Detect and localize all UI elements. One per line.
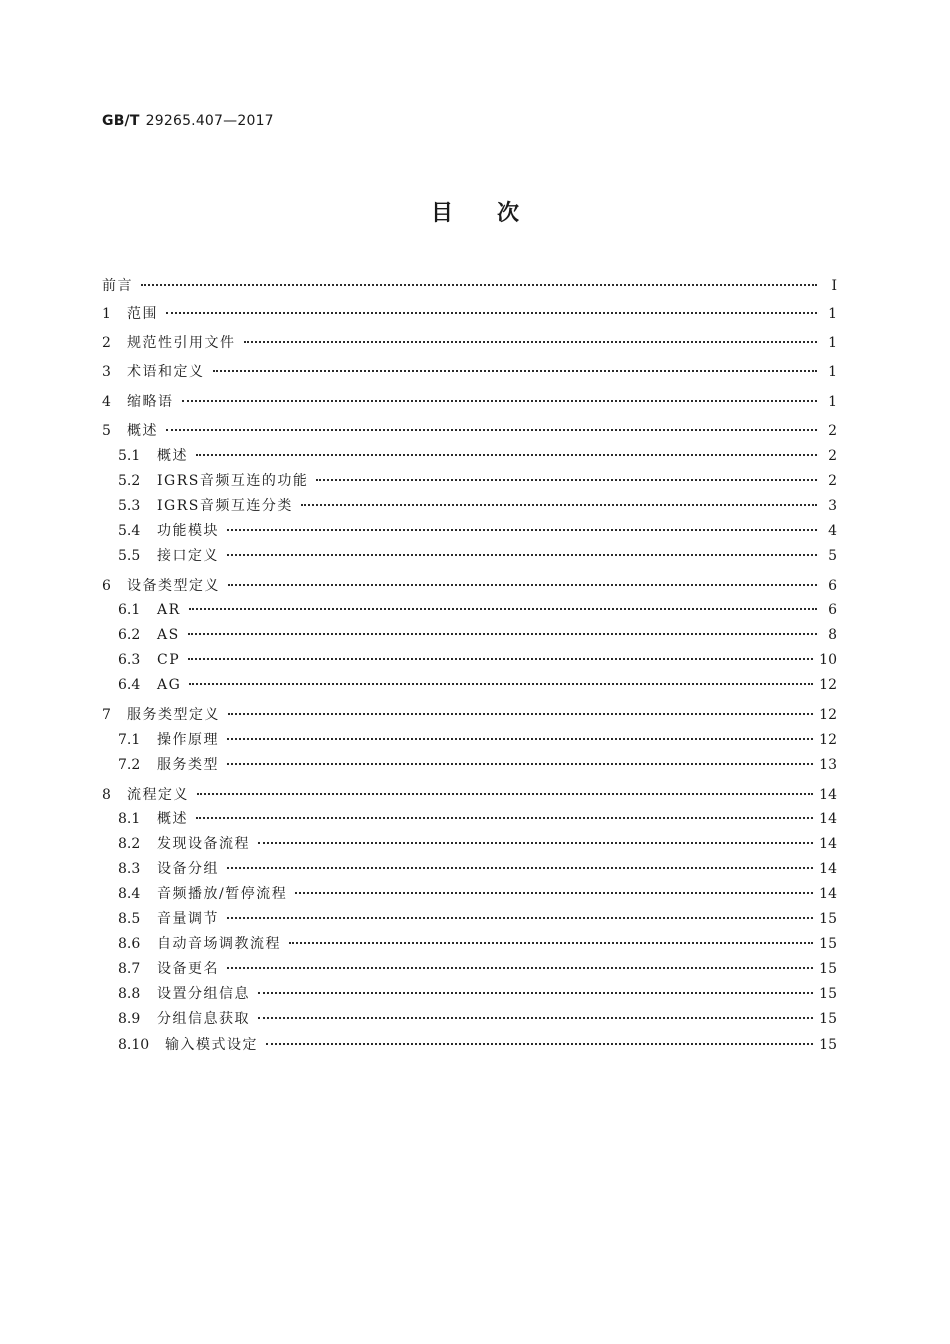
toc-entry[interactable] [102,575,837,597]
toc-entry-page-number: 1 [828,306,837,322]
toc-entry-number: 6.3 [118,652,141,668]
toc-dot-leader [295,891,813,894]
toc-entry-page-number: 1 [828,394,837,410]
toc-entry-page-number: Ⅰ [831,278,837,294]
toc-entry[interactable] [102,303,837,325]
toc-entry-number: 8.9 [118,1011,141,1027]
toc-entry-number: 1 [102,306,111,322]
toc-entry-page-number: 5 [828,548,837,564]
document-code-prefix: GB/T [102,113,140,129]
toc-entry-label: IGRS音频互连分类 [157,498,293,514]
toc-entry-page-number: 1 [828,335,837,351]
toc-entry-number: 8.10 [118,1037,150,1053]
toc-dot-leader [141,283,817,286]
toc-entry-page-number: 2 [828,448,837,464]
toc-dot-leader [188,632,817,635]
toc-entry-page-number: 10 [819,652,837,668]
toc-entry-number: 8.1 [118,811,141,827]
toc-entry-page-number: 14 [819,811,837,827]
document-code [102,113,274,129]
toc-entry-label: 接口定义 [157,548,219,564]
toc-entry-label: 规范性引用文件 [127,335,236,351]
toc-entry-number: 2 [102,335,111,351]
toc-dot-leader [166,428,817,431]
toc-entry[interactable] [102,332,837,354]
toc-entry[interactable] [118,883,837,905]
toc-entry-number: 5.2 [118,473,141,489]
toc-entry-page-number: 6 [828,602,837,618]
toc-entry-page-number: 4 [828,523,837,539]
toc-entry-number: 6.4 [118,677,141,693]
toc-dot-leader [189,682,813,685]
toc-entry[interactable] [118,520,837,542]
toc-entry-page-number: 14 [819,836,837,852]
toc-entry-number: 8.5 [118,911,141,927]
toc-entry-page-number: 13 [819,757,837,773]
toc-dot-leader [166,311,817,314]
toc-entry-label: 缩略语 [127,394,174,410]
toc-dot-leader [227,762,813,765]
toc-entry-label: 音频播放/暂停流程 [157,886,288,902]
toc-entry-page-number: 14 [819,886,837,902]
toc-entry-number: 7.1 [118,732,141,748]
toc-entry[interactable] [118,858,837,880]
toc-entry-page-number: 15 [819,986,837,1002]
toc-entry-label: 输入模式设定 [165,1037,258,1053]
toc-entry-page-number: 2 [828,473,837,489]
toc-entry-page-number: 14 [819,787,837,803]
toc-entry-number: 5.3 [118,498,141,514]
toc-entry-label: IGRS音频互连的功能 [157,473,309,489]
toc-entry-page-number: 12 [819,732,837,748]
toc-entry-number: 8.2 [118,836,141,852]
toc-entry[interactable] [118,445,837,467]
toc-dot-leader [227,916,813,919]
toc-entry-page-number: 15 [819,911,837,927]
toc-entry[interactable] [102,275,837,297]
toc-entry[interactable] [118,1034,837,1056]
toc-entry-page-number: 15 [819,936,837,952]
toc-dot-leader [228,712,813,715]
toc-entry-label: 分组信息获取 [157,1011,250,1027]
toc-entry-label: 概述 [157,448,188,464]
toc-entry-label: CP [157,652,181,668]
toc-entry-label: 操作原理 [157,732,219,748]
toc-entry[interactable] [102,361,837,383]
toc-dot-leader [227,528,817,531]
toc-dot-leader [258,991,813,994]
toc-entry-label: 设备类型定义 [127,578,220,594]
toc-entry-number: 8.3 [118,861,141,877]
toc-entry-number: 5.4 [118,523,141,539]
toc-dot-leader [258,841,813,844]
toc-entry[interactable] [118,754,837,776]
toc-entry-label: AR [157,602,181,618]
toc-entry-page-number: 14 [819,861,837,877]
toc-entry-label: 设置分组信息 [157,986,250,1002]
toc-dot-leader [266,1042,813,1045]
toc-entry-number: 5.5 [118,548,141,564]
toc-entry[interactable] [118,624,837,646]
toc-dot-leader [244,340,818,343]
toc-entry[interactable] [118,674,837,696]
toc-entry-label: 范围 [127,306,158,322]
toc-entry-label: 前言 [102,278,133,294]
toc-entry-number: 8.6 [118,936,141,952]
toc-entry[interactable] [118,833,837,855]
toc-dot-leader [258,1016,813,1019]
toc-dot-leader [316,478,817,481]
toc-entry-label: 服务类型 [157,757,219,773]
toc-entry[interactable] [118,908,837,930]
toc-entry-number: 5.1 [118,448,141,464]
toc-dot-leader [188,657,813,660]
toc-entry[interactable] [118,808,837,830]
toc-dot-leader [289,941,813,944]
toc-entry[interactable] [118,545,837,567]
toc-dot-leader [227,966,813,969]
toc-entry[interactable] [118,470,837,492]
toc-entry-number: 6 [102,578,111,594]
toc-entry-label: 音量调节 [157,911,219,927]
toc-entry-page-number: 6 [828,578,837,594]
toc-entry[interactable] [102,391,837,413]
toc-entry[interactable] [118,933,837,955]
toc-entry-number: 8.7 [118,961,141,977]
toc-entry-page-number: 15 [819,961,837,977]
toc-entry[interactable] [118,729,837,751]
toc-dot-leader [196,816,813,819]
toc-dot-leader [228,583,817,586]
toc-entry-label: AS [157,627,180,643]
toc-entry-page-number: 8 [828,627,837,643]
toc-entry-page-number: 1 [828,364,837,380]
page-title: 目次 [430,201,563,226]
toc-entry-number: 8.8 [118,986,141,1002]
toc-entry-number: 8.4 [118,886,141,902]
toc-entry[interactable] [118,983,837,1005]
toc-dot-leader [189,607,817,610]
toc-dot-leader [196,453,817,456]
toc-entry-number: 4 [102,394,111,410]
toc-entry[interactable] [102,420,837,442]
toc-dot-leader [197,792,813,795]
toc-entry-label: 服务类型定义 [127,707,220,723]
toc-dot-leader [301,503,817,506]
toc-entry[interactable] [118,599,837,621]
toc-entry-number: 3 [102,364,111,380]
document-code-number: 29265.407—2017 [145,113,274,129]
toc-entry-label: AG [157,677,182,693]
toc-dot-leader [227,737,813,740]
toc-entry-page-number: 12 [819,707,837,723]
toc-entry-number: 8 [102,787,111,803]
toc-entry-number: 7.2 [118,757,141,773]
toc-entry[interactable] [118,495,837,517]
toc-entry-label: 流程定义 [127,787,189,803]
toc-dot-leader [213,369,818,372]
toc-entry-number: 6.1 [118,602,141,618]
toc-entry[interactable] [118,1008,837,1030]
toc-entry-label: 术语和定义 [127,364,205,380]
toc-entry-number: 6.2 [118,627,141,643]
toc-entry-label: 设备更名 [157,961,219,977]
toc-entry-page-number: 3 [828,498,837,514]
toc-entry-number: 7 [102,707,111,723]
toc-dot-leader [227,553,817,556]
toc-entry-label: 功能模块 [157,523,219,539]
toc-entry[interactable] [102,784,837,806]
toc-entry-label: 自动音场调教流程 [157,936,281,952]
toc-entry-page-number: 12 [819,677,837,693]
toc-entry[interactable] [118,649,837,671]
toc-entry-label: 发现设备流程 [157,836,250,852]
toc-entry-page-number: 15 [819,1011,837,1027]
toc-dot-leader [182,399,818,402]
toc-entry-page-number: 15 [819,1037,837,1053]
toc-entry-label: 概述 [157,811,188,827]
toc-entry-label: 概述 [127,423,158,439]
toc-dot-leader [227,866,813,869]
toc-entry-page-number: 2 [828,423,837,439]
toc-entry-number: 5 [102,423,111,439]
toc-entry[interactable] [118,958,837,980]
toc-entry[interactable] [102,704,837,726]
toc-entry-label: 设备分组 [157,861,219,877]
